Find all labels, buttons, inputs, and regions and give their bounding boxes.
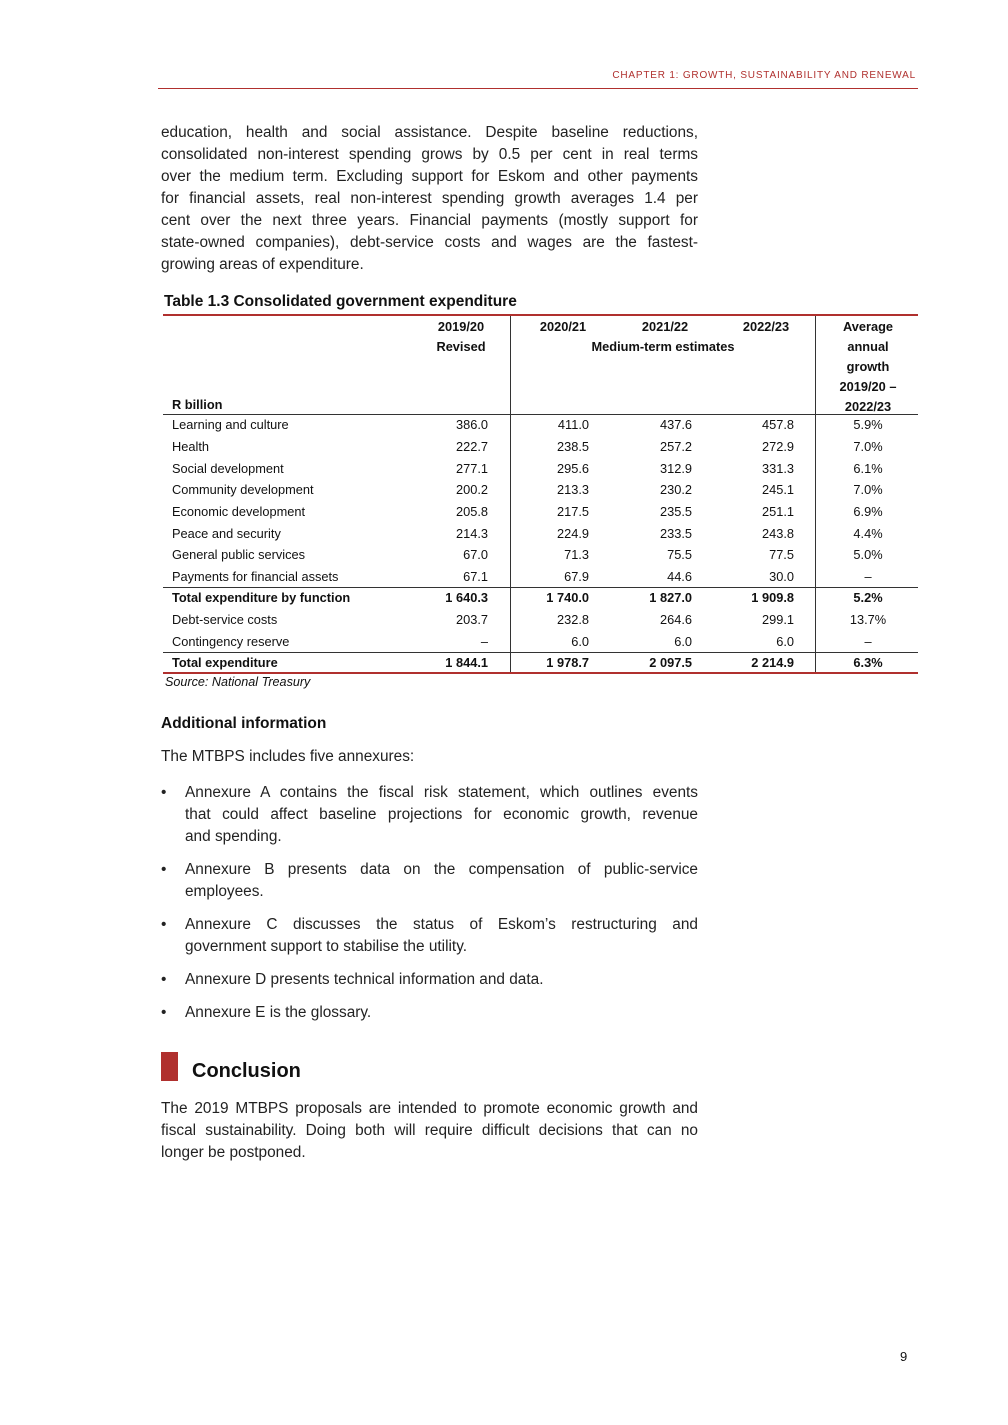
table-top-rule [163,314,918,316]
bullet-line: Annexure C discusses the status of Eskom’s restructuring and [185,916,698,933]
row-label: Learning and culture [172,417,289,432]
bullet-line: and spending. [185,828,282,845]
paragraph-line: fiscal sustainability. Doing both will require difficult decisions that can no [161,1122,698,1139]
header-2019-20: 2019/20 [437,319,485,334]
table-cell: 71.3 [564,547,589,562]
table-cell: 6.0 [776,634,794,649]
row-label: Peace and security [172,526,281,541]
table-bottom-rule [163,672,918,674]
chapter-title: CHAPTER 1: GROWTH, SUSTAINABILITY AND RENEWAL [612,70,916,81]
table-cell: 6.0 [571,634,589,649]
growth-cell: 6.3% [853,655,883,670]
table-cell: 457.8 [761,417,794,432]
table-cell: 222.7 [455,439,488,454]
table-cell: 238.5 [556,439,589,454]
conclusion-paragraph [161,1098,698,1164]
table-cell: 243.8 [761,526,794,541]
growth-line: 2022/23 [844,399,892,414]
table-cell: 2 097.5 [649,655,692,670]
growth-line: Average [842,319,894,334]
table-cell: 233.5 [659,526,692,541]
header-2020-21: 2020/21 [539,319,587,334]
bullet-text [185,914,698,958]
row-label: Payments for financial assets [172,569,339,584]
intro-paragraph [161,122,698,276]
bullet-icon: • [161,971,167,988]
growth-cell: 13.7% [849,612,887,627]
header-2021-22: 2021/22 [641,319,689,334]
table-cell: 277.1 [455,461,488,476]
bullet-line: government support to stabilise the utility. [185,938,468,955]
table-cell: 44.6 [667,569,692,584]
bullet-text [185,859,698,903]
paragraph-line: longer be postponed. [161,1144,306,1161]
table-cell: 1 640.3 [445,590,488,605]
bullet-line: Annexure A contains the fiscal risk statement, which outlines events [185,784,698,801]
table-cell: 224.9 [556,526,589,541]
growth-line: annual [847,339,889,354]
paragraph-line: for financial assets, real non-interest spending growth averages 1.4 per [161,190,698,207]
paragraph-line: over the medium term. Excluding support for Eskom and other payments [161,168,698,185]
table-cell: 67.0 [463,547,488,562]
row-label: Total expenditure by function [172,590,351,605]
bullet-line: Annexure B presents data on the compensation of public-service [185,861,698,878]
table-cell: 230.2 [659,482,692,497]
table-cell: 235.5 [659,504,692,519]
bullet-text [185,969,698,991]
unit-label: R billion [172,397,223,412]
growth-cell: 7.0% [853,439,883,454]
table-cell: 299.1 [761,612,794,627]
table-cell: 213.3 [556,482,589,497]
bullet-line: Annexure D presents technical information and data. [185,971,544,988]
table-source: Source: National Treasury [165,675,311,689]
section-marker [161,1052,178,1081]
annexures-intro: The MTBPS includes five annexures: [161,748,415,765]
table-cell: 312.9 [659,461,692,476]
table-cell: 272.9 [761,439,794,454]
table-cell: 245.1 [761,482,794,497]
bullet-icon: • [161,861,167,878]
row-label: Health [172,439,209,454]
subtotal-rule [163,587,918,588]
bullet-icon: • [161,916,167,933]
row-label: Debt-service costs [172,612,278,627]
growth-cell: 6.1% [853,461,883,476]
growth-cell: 4.4% [853,526,883,541]
paragraph-line: state-owned companies), debt-service costs and wages are the fastest- [161,234,698,251]
table-cell: 232.8 [556,612,589,627]
growth-cell: 5.9% [853,417,883,432]
table-cell: 1 844.1 [445,655,488,670]
header-growth [818,317,918,417]
table-cell: 6.0 [674,634,692,649]
conclusion-heading: Conclusion [192,1060,301,1082]
growth-cell: 5.0% [853,547,883,562]
table-cell: 251.1 [761,504,794,519]
table-cell: 205.8 [455,504,488,519]
growth-cell: 5.2% [853,590,883,605]
table-cell: 30.0 [769,569,794,584]
bullet-line: that could affect baseline projections for economic growth, revenue [185,806,698,823]
page-number: 9 [900,1349,908,1364]
bullet-text [185,782,698,848]
table-cell: 77.5 [769,547,794,562]
row-label: Economic development [172,504,306,519]
bullet-text [185,1002,698,1024]
growth-cell: – [864,634,872,649]
table-cell: 437.6 [659,417,692,432]
table-cell: – [480,634,488,649]
header-revised: Revised [436,339,486,354]
header-rule [163,414,918,415]
column-divider [815,316,816,672]
table-cell: 1 827.0 [649,590,692,605]
table-cell: 203.7 [455,612,488,627]
table-cell: 1 740.0 [546,590,589,605]
bullet-line: employees. [185,883,264,900]
header-mte: Medium-term estimates [591,339,735,354]
table-cell: 217.5 [556,504,589,519]
table-cell: 295.6 [556,461,589,476]
paragraph-line: consolidated non-interest spending grows by 0.5 per cent in real terms [161,146,698,163]
paragraph-line: growing areas of expenditure. [161,256,364,273]
table-cell: 386.0 [455,417,488,432]
bullet-icon: • [161,784,167,801]
row-label: Community development [172,482,314,497]
header-2022-23: 2022/23 [742,319,790,334]
table-title: Table 1.3 Consolidated government expenditure [164,293,517,310]
bullet-line: Annexure E is the glossary. [185,1004,372,1021]
growth-line: growth [846,359,890,374]
paragraph-line: The 2019 MTBPS proposals are intended to promote economic growth and [161,1100,698,1117]
growth-cell: – [864,569,872,584]
row-label: Contingency reserve [172,634,290,649]
table-cell: 264.6 [659,612,692,627]
row-label: Social development [172,461,284,476]
paragraph-line: cent over the next three years. Financial payments (mostly support for [161,212,698,229]
total-rule [163,652,918,653]
table-cell: 411.0 [557,417,589,432]
table-cell: 200.2 [455,482,488,497]
table-cell: 75.5 [667,547,692,562]
table-cell: 2 214.9 [751,655,794,670]
row-label: General public services [172,547,306,562]
bullet-icon: • [161,1004,167,1021]
table-cell: 1 978.7 [546,655,589,670]
growth-line: 2019/20 – [839,379,897,394]
growth-cell: 6.9% [853,504,883,519]
table-cell: 214.3 [455,526,488,541]
paragraph-line: education, health and social assistance. Despite baseline reductions, [161,124,698,141]
table-cell: 257.2 [659,439,692,454]
table-cell: 1 909.8 [751,590,794,605]
running-header [158,68,918,89]
growth-cell: 7.0% [853,482,883,497]
table-cell: 67.9 [564,569,589,584]
table-cell: 67.1 [463,569,488,584]
table-cell: 331.3 [761,461,794,476]
additional-heading: Additional information [161,715,327,732]
row-label: Total expenditure [172,655,278,670]
